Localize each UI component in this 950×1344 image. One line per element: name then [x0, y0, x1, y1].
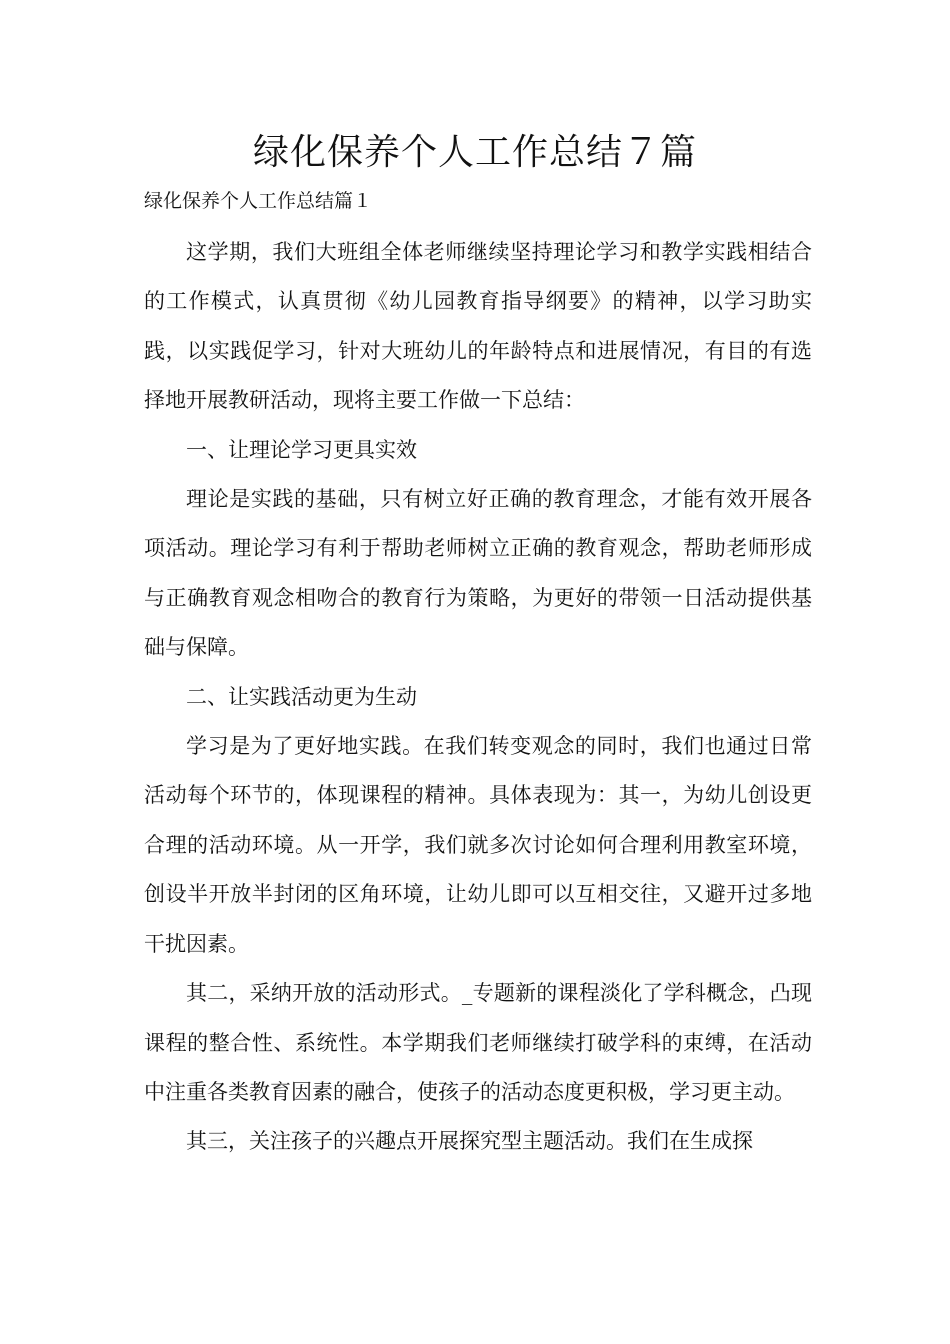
paragraph-intro: 这学期，我们大班组全体老师继续坚持理论学习和教学实践相结合的工作模式，认真贯彻《幼儿园教育指导纲要》的精神，以学习助实践，以实践促学习，针对大班幼儿的年龄特点和进展情况，有目的有选择地开展教研活动，现将主要工作做一下总结： — [144, 240, 812, 413]
paragraph-third: 其三，关注孩子的兴趣点开展探究型主题活动。我们在生成探 — [186, 1129, 753, 1154]
document-subtitle: 绿化保养个人工作总结篇１ — [144, 190, 373, 212]
document-body — [144, 228, 812, 1167]
section-heading-2: 二、让实践活动更为生动 — [186, 684, 417, 709]
paragraph-practice: 学习是为了更好地实践。在我们转变观念的同时，我们也通过日常活动每个环节的，体现课程的精神。具体表现为：其一，为幼儿创设更合理的活动环境。从一开学，我们就多次讨论如何合理利用教室环境，创设半开放半封闭的区角环境，让幼儿即可以互相交往，又避开过多地干扰因素。 — [144, 734, 812, 956]
document-title: 绿化保养个人工作总结７篇 — [252, 132, 697, 173]
paragraph-theory: 理论是实践的基础，只有树立好正确的教育理念，才能有效开展各项活动。理论学习有利于帮助老师树立正确的教育观念，帮助老师形成与正确教育观念相吻合的教育行为策略，为更好的带领一日活动提供基础与保障。 — [144, 487, 812, 660]
section-heading-1: 一、让理论学习更具实效 — [186, 437, 417, 462]
paragraph-second: 其二，采纳开放的活动形式。_专题新的课程淡化了学科概念，凸现课程的整合性、系统性。本学期我们老师继续打破学科的束缚，在活动中注重各类教育因素的融合，使孩子的活动态度更积极，学习更主动。 — [144, 981, 812, 1104]
